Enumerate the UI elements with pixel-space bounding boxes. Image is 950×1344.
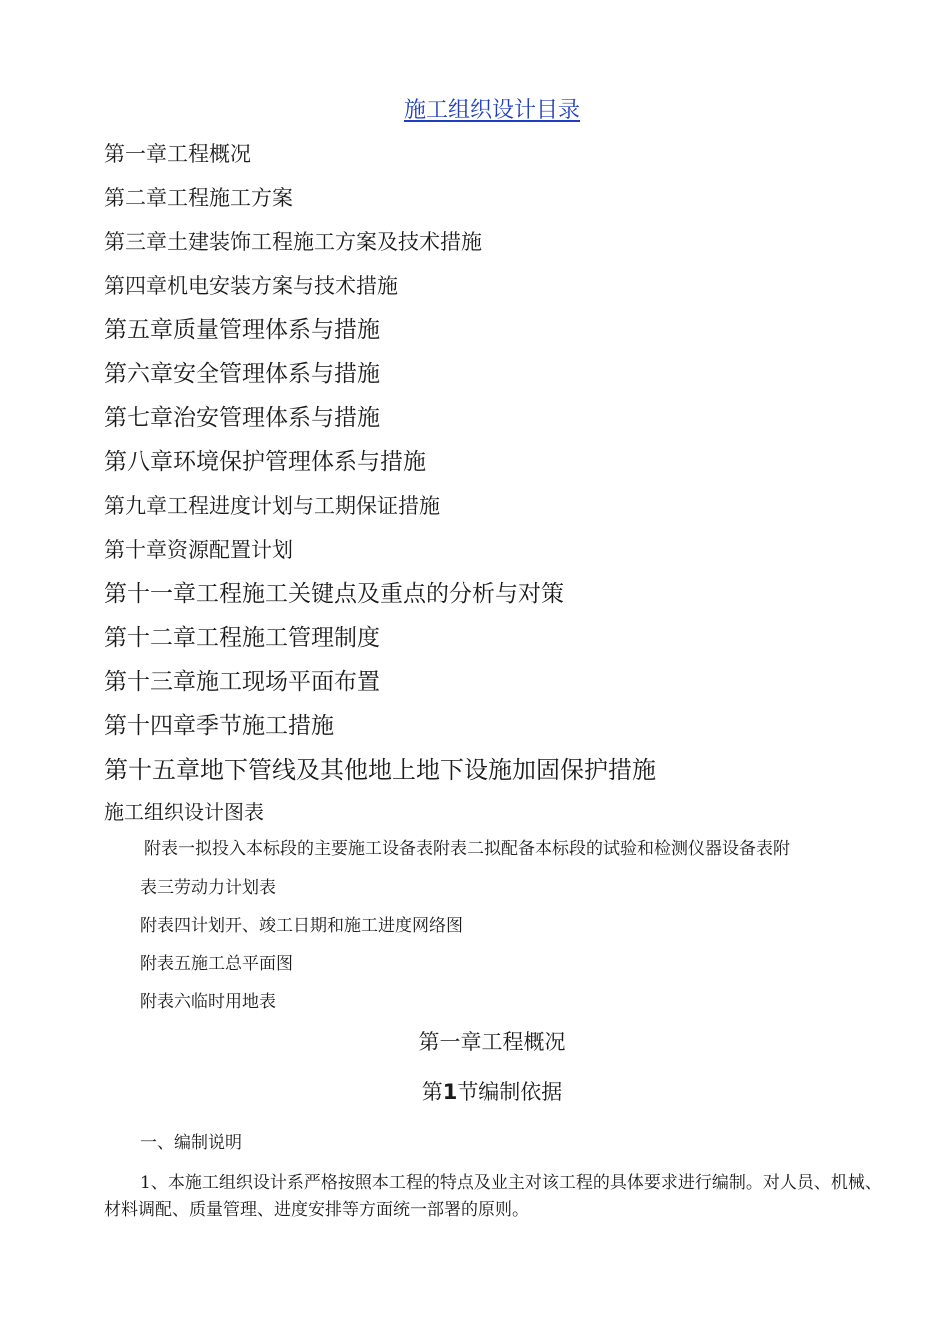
toc-chapter-8: 第八章环境保护管理体系与措施 <box>104 449 426 475</box>
section-number: 1 <box>442 1080 458 1104</box>
subheading: 一、编制说明 <box>140 1133 242 1153</box>
toc-figures-heading: 施工组织设计图表 <box>104 800 264 824</box>
toc-chapter-11: 第十一章工程施工关键点及重点的分析与对策 <box>104 581 564 607</box>
toc-chapter-14: 第十四章季节施工措施 <box>104 713 334 739</box>
section-prefix: 第 <box>421 1080 443 1104</box>
section-heading <box>0 1076 950 1106</box>
toc-chapter-5: 第五章质量管理体系与措施 <box>104 317 380 343</box>
toc-chapter-12: 第十二章工程施工管理制度 <box>104 625 380 651</box>
appendix-line-1: 附表一拟投入本标段的主要施工设备表附表二拟配备本标段的试验和检测仪器设备表附 <box>144 839 790 859</box>
toc-chapter-4: 第四章机电安装方案与技术措施 <box>104 274 398 298</box>
toc-chapter-13: 第十三章施工现场平面布置 <box>104 669 380 695</box>
body-paragraph: 1、本施工组织设计系严格按照本工程的特点及业主对该工程的具体要求进行编制。对人员、机械、材料调配、质量管理、进度安排等方面统一部署的原则。 <box>104 1173 882 1220</box>
toc-chapter-2: 第二章工程施工方案 <box>104 186 293 210</box>
toc-chapter-15: 第十五章地下管线及其他地上地下设施加固保护措施 <box>104 756 656 784</box>
section-suffix: 节编制依据 <box>457 1080 563 1104</box>
appendix-line-4: 附表五施工总平面图 <box>140 954 293 974</box>
toc-list <box>104 138 904 832</box>
chapter-heading: 第一章工程概况 <box>418 1030 566 1054</box>
appendix-line-5: 附表六临时用地表 <box>140 992 276 1012</box>
toc-chapter-3: 第三章土建装饰工程施工方案及技术措施 <box>104 230 482 254</box>
toc-chapter-6: 第六章安全管理体系与措施 <box>104 361 380 387</box>
toc-chapter-1: 第一章工程概况 <box>104 142 251 166</box>
appendix-line-3: 附表四计划开、竣工日期和施工进度网络图 <box>140 916 463 936</box>
toc-chapter-7: 第七章治安管理体系与措施 <box>104 405 380 431</box>
toc-chapter-10: 第十章资源配置计划 <box>104 538 293 562</box>
appendix-line-2: 表三劳动力计划表 <box>140 878 276 898</box>
toc-title[interactable]: 施工组织设计目录 <box>403 98 580 123</box>
toc-chapter-9: 第九章工程进度计划与工期保证措施 <box>104 494 440 518</box>
